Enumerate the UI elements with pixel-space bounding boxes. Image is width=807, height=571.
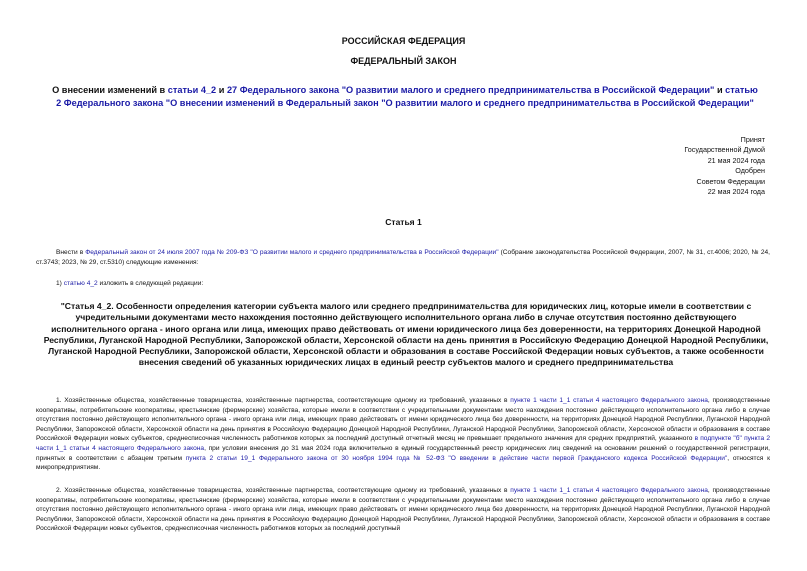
title-link-law[interactable]: Федерального закона "О внесении изменений в Федеральный закон "О развитии малого и среднего предпринимательства в Российской Федерации"	[61, 97, 754, 108]
title-text: О внесении изменений в	[52, 85, 168, 95]
paragraph-text: 1)	[56, 280, 64, 287]
approval-line: Одобрен	[735, 166, 765, 176]
paragraph-1	[36, 396, 770, 473]
article-4-2-heading: "Статья 4_2. Особенности определения категории субъекта малого или среднего предпринимательства для юридических лиц, которые имели в соответствии с учредительными документами место нахождения постоянно действующего исполнительного органа либо в случае отсутствия постоянно действующего исполнительного органа - иного органа или лица, имеющих право действовать от имени юридического лица без доверенности, на территориях Донецкой Народной Республики, Луганской Народной Республики, Запорожской области, Херсонской области на день принятия в Российскую Федерацию Донецкой Народной Республики, Луганской Народной Республики, Запорожской области, Херсонской области и образования в составе Российской Федерации новых субъектов, а также особенности внесения сведений об указанных юридических лицах в единый реестр субъектов малого и среднего предпринимательства	[43, 301, 769, 368]
adoption-date: 21 мая 2024 года	[707, 155, 765, 165]
title-link-article-2[interactable]: статью 2	[56, 85, 758, 108]
approval-line: Советом Федерации	[696, 176, 765, 186]
paragraph-text: , производственные кооперативы, потребительские кооперативы, крестьянские (фермерские) хозяйства, которые имели в соответствии с учредительными документами место нахождения постоянно действующего исполнительного органа либо в случае отсутствия постоянно действующего исполнительного органа - иного органа или лица, имеющих право действовать от имени юридического лица без доверенности, на территориях Донецкой Народной Республики, Луганской Народной Республики, Запорожской области, Херсонской области на день принятия в Российскую Федерацию Донецкой Народной Республики, Луганской Народной Республики, Запорожской области, Херсонской области и образования в составе Российской Федерации новых субъектов, среднесписочная численность работников которых за последний доступный отчетный месяц не превышает предельного значения для средних предприятий, указанного	[36, 397, 770, 443]
adoption-line: Принят	[740, 135, 765, 144]
paragraph-text: , при условии внесения до 31 мая 2024 года включительно в единый государственный реестр юридических лиц сведений на основании решений о государственной регистрации, принятых в соответствии с абзацем третьим	[36, 444, 770, 462]
article-intro-paragraph	[36, 248, 770, 267]
adoption-line: Государственной Думой	[684, 145, 765, 155]
adoption-block	[684, 135, 765, 197]
law-52-fz-link[interactable]: пункта 2 статьи 19_1 Федерального закона от 30 ноября 1994 года № 52-ФЗ "О введении в действие части первой Гражданского кодекса Российской Федерации"	[185, 454, 728, 462]
title-link-article-4-2[interactable]: статьи 4_2	[167, 85, 217, 95]
title-link-article-27[interactable]: 27 Федерального закона "О развитии малого и среднего предпринимательства в Российской Федерации"	[226, 85, 715, 95]
title-text: и	[216, 85, 227, 95]
doc-type-heading: ФЕДЕРАЛЬНЫЙ ЗАКОН	[350, 56, 457, 66]
article-heading: Статья 1	[385, 217, 422, 227]
paragraph-text: Внести в	[56, 249, 86, 256]
item-1-paragraph	[56, 279, 770, 289]
paragraph-text: (Собрание законодательства Российской Федерации, 2007, № 31, ст.4006; 2020, № 24, ст.3743; 2023, № 29, ст.5310) следующие изменения:	[36, 249, 770, 266]
paragraph-text: , производственные кооперативы, потребительские кооперативы, крестьянские (фермерские) хозяйства, которые имели в соответствии с учредительными документами место нахождения постоянно действующего исполнительного органа либо в случае отсутствия постоянно действующего исполнительного органа - иного органа или лица, имеющих право действовать от имени юридического лица без доверенности, на территориях Донецкой Народной Республики, Луганской Народной Республики, Запорожской области, Херсонской области на день принятия в Российскую Федерацию Донецкой Народной Республики, Луганской Народной Республики, Запорожской области, Херсонской области и образования в составе Российской Федерации новых субъектов, среднесписочная численность работников которых за последний доступный	[36, 487, 770, 533]
law-title	[50, 84, 760, 109]
paragraph-text: 2. Хозяйственные общества, хозяйственные товарищества, хозяйственные партнерства, соответствующие одному из требований, указанных в	[56, 487, 511, 494]
subpoint-b-link[interactable]: в подпункте "б" пункта 2 части 1_1 статьи 4 настоящего Федерального закона	[36, 435, 770, 452]
paragraph-text: 1. Хозяйственные общества, хозяйственные товарищества, хозяйственные партнерства, соответствующие одному из требований, указанных в	[56, 397, 511, 404]
paragraph-2	[36, 486, 770, 534]
paragraph-text: , относятся к микропредприятиям.	[36, 454, 770, 472]
approval-date: 22 мая 2024 года	[707, 187, 765, 197]
article-4-part-1-1-link[interactable]: пункте 1 части 1_1 статьи 4 настоящего Федерального закона	[510, 487, 708, 494]
country-heading: РОССИЙСКАЯ ФЕДЕРАЦИЯ	[341, 36, 466, 46]
title-text: и	[714, 85, 726, 95]
article-4-2-link[interactable]: статью 4_2	[63, 280, 98, 287]
federal-law-link[interactable]: Федеральный закон от 24 июля 2007 года № 209-ФЗ "О развитии малого и среднего предпринимательства в Российской Федерации"	[85, 249, 499, 256]
article-4-part-1-1-link[interactable]: пункте 1 части 1_1 статьи 4 настоящего Федерального закона	[510, 397, 708, 404]
paragraph-text: изложить в следующей редакции:	[97, 280, 204, 287]
